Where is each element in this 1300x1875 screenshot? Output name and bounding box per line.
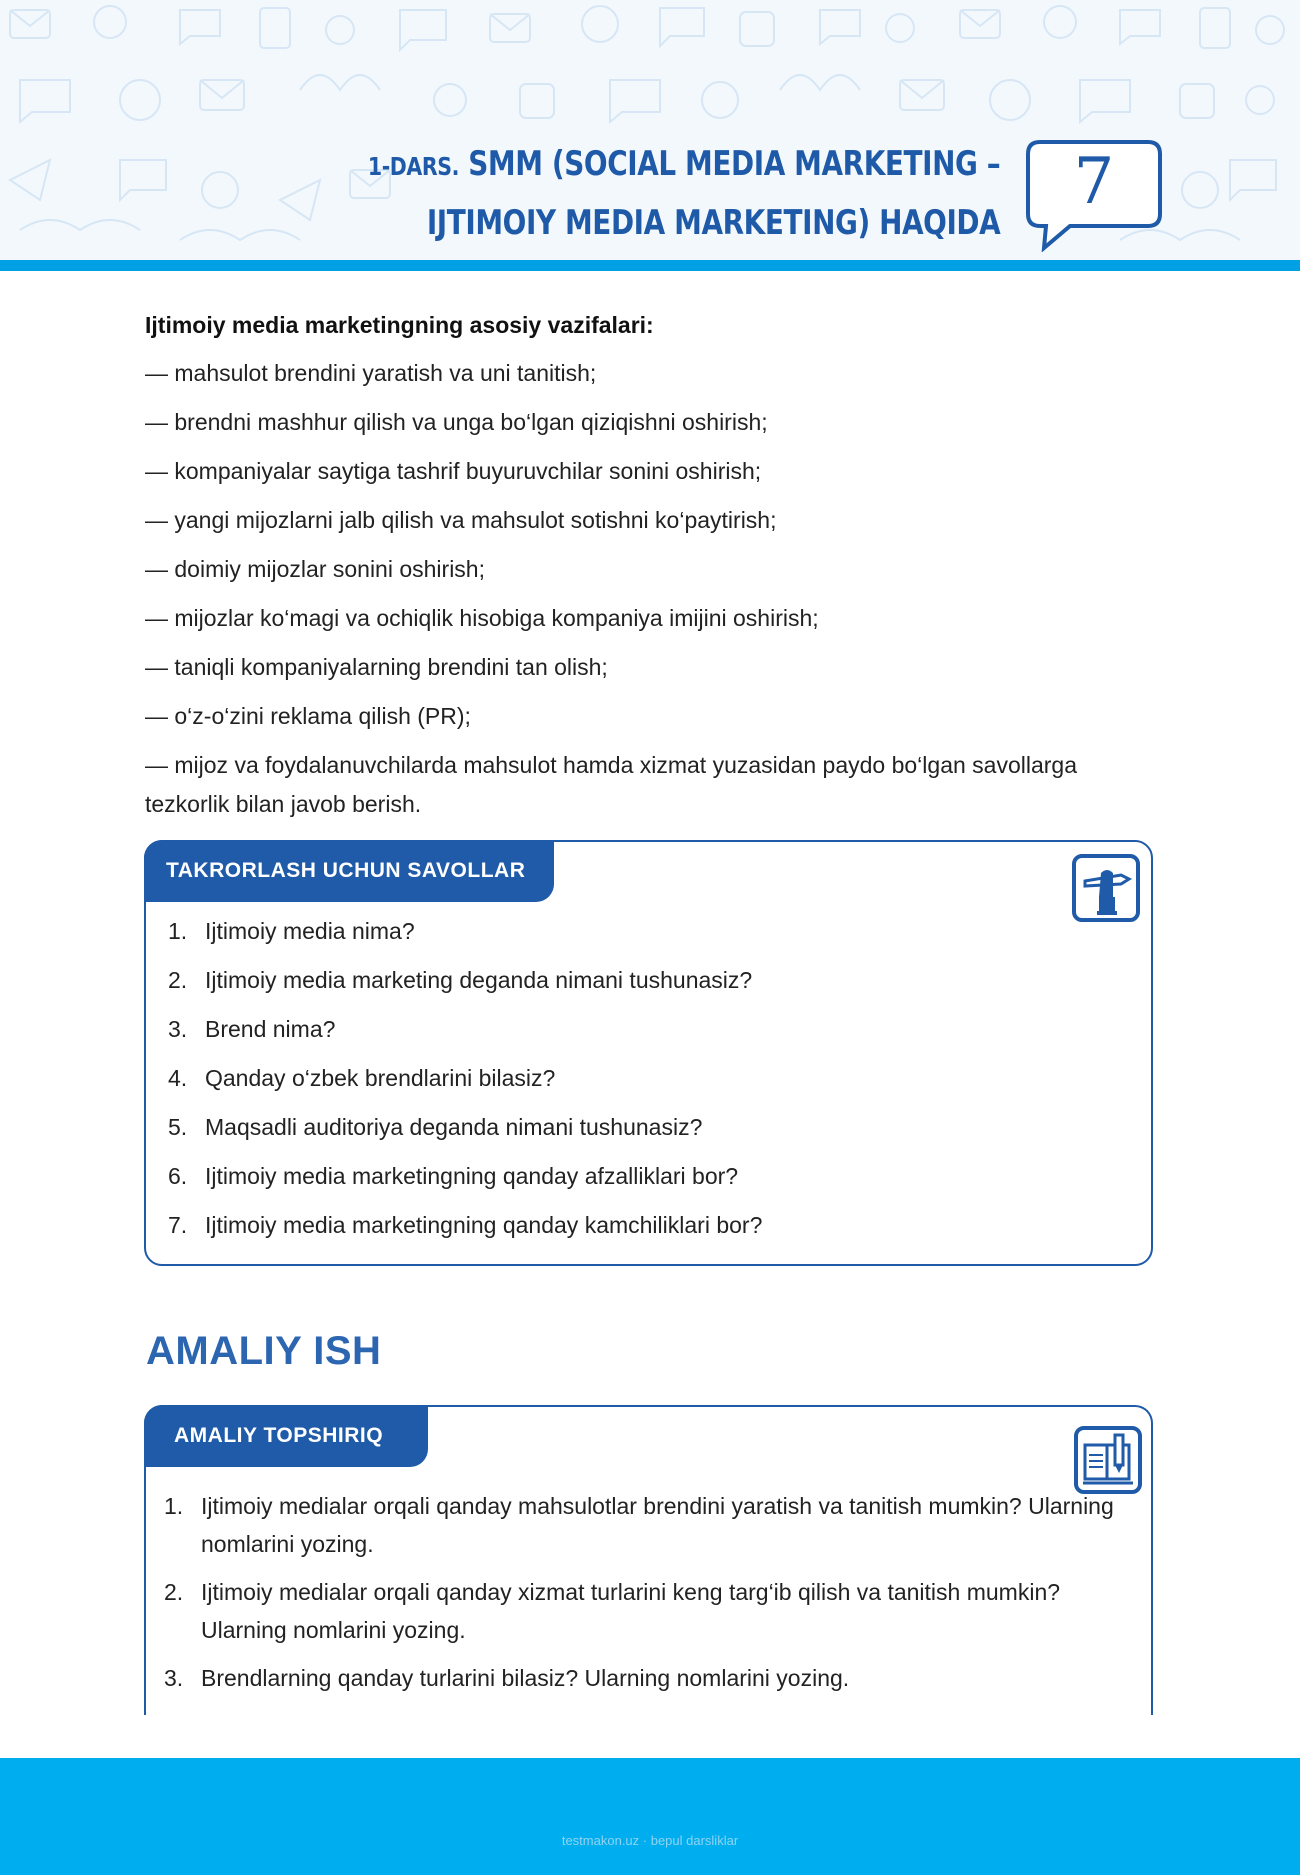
list-item: — mijoz va foydalanuvchilarda mahsulot hamda xizmat yuzasidan paydo bo‘lgan savollarga tezkorlik bilan javob berish. bbox=[145, 752, 1078, 817]
list-item: — yangi mijozlarni jalb qilish va mahsulot sotishni ko‘paytirish; bbox=[145, 507, 777, 533]
item-number: 2. bbox=[164, 1579, 184, 1605]
item-text: Ijtimoiy media marketingning qanday afzalliklari bor? bbox=[205, 1163, 739, 1189]
list-item: — o‘z-o‘zini reklama qilish (PR); bbox=[145, 703, 471, 729]
list-item bbox=[164, 1659, 1124, 1697]
item-number: 3. bbox=[164, 1665, 184, 1691]
lesson-number: 1-DARS. bbox=[367, 152, 459, 181]
list-item bbox=[168, 961, 1128, 1000]
list-item bbox=[164, 1487, 1124, 1563]
item-text: Ijtimoiy medialar orqali qanday mahsulotlar brendini yaratish va tanitish mumkin? Ularning nomlarini yozing. bbox=[201, 1493, 1114, 1557]
list-item: — mahsulot brendini yaratish va uni tanitish; bbox=[145, 360, 597, 386]
item-text: Brendlarning qanday turlarini bilasiz? Ularning nomlarini yozing. bbox=[201, 1665, 850, 1691]
item-text: Ijtimoiy media marketing deganda nimani tushunasiz? bbox=[205, 967, 753, 993]
item-text: Qanday o‘zbek brendlarini bilasiz? bbox=[205, 1065, 556, 1091]
list-item bbox=[168, 1206, 1128, 1245]
list-item: — mijozlar ko‘magi va ochiqlik hisobiga kompaniya imijini oshirish; bbox=[145, 605, 819, 631]
subheading: Ijtimoiy media marketingning asosiy vazifalari: bbox=[145, 312, 654, 338]
item-text: Ijtimoiy media nima? bbox=[205, 918, 415, 944]
page-footer bbox=[0, 1758, 1300, 1875]
list-item bbox=[168, 912, 1128, 951]
item-number: 1. bbox=[168, 918, 188, 944]
review-questions-label: TAKRORLASH UCHUN SAVOLLAR bbox=[144, 840, 554, 902]
page-header bbox=[0, 0, 1300, 260]
page-number: 7 bbox=[1073, 145, 1115, 219]
main-content bbox=[145, 305, 1155, 834]
list-item bbox=[164, 1573, 1124, 1649]
item-number: 6. bbox=[168, 1163, 188, 1189]
list-item bbox=[168, 1157, 1128, 1196]
practical-task-list bbox=[164, 1487, 1124, 1707]
list-item: — brendni mashhur qilish va unga bo‘lgan qiziqishni oshirish; bbox=[145, 409, 768, 435]
lesson-title-line-2: IJTIMOIY MEDIA MARKETING) HAQIDA bbox=[426, 203, 1000, 243]
lesson-title-line-1: SMM (SOCIAL MEDIA MARKETING – bbox=[467, 144, 1000, 184]
item-text: Brend nima? bbox=[205, 1016, 336, 1042]
header-divider bbox=[0, 260, 1300, 271]
list-item: — doimiy mijozlar sonini oshirish; bbox=[145, 556, 485, 582]
book-pencil-icon bbox=[1073, 1425, 1143, 1495]
list-item bbox=[168, 1108, 1128, 1147]
item-number: 5. bbox=[168, 1114, 188, 1140]
item-number: 4. bbox=[168, 1065, 188, 1091]
list-item bbox=[168, 1059, 1128, 1098]
item-number: 7. bbox=[168, 1212, 188, 1238]
list-item: — taniqli kompaniyalarning brendini tan olish; bbox=[145, 654, 608, 680]
item-text: Ijtimoiy medialar orqali qanday xizmat turlarini keng targ‘ib qilish va tanitish mumkin? Ularning nomlarini yozing. bbox=[201, 1579, 1061, 1643]
item-text: Ijtimoiy media marketingning qanday kamchiliklari bor? bbox=[205, 1212, 763, 1238]
item-number: 2. bbox=[168, 967, 188, 993]
review-questions-box bbox=[144, 840, 1153, 1266]
item-text: Maqsadli auditoriya deganda nimani tushunasiz? bbox=[205, 1114, 703, 1140]
lesson-title bbox=[367, 136, 1000, 251]
section-title: AMALIY ISH bbox=[146, 1329, 382, 1373]
list-item bbox=[168, 1010, 1128, 1049]
item-number: 3. bbox=[168, 1016, 188, 1042]
list-item: — kompaniyalar saytiga tashrif buyuruvchilar sonini oshirish; bbox=[145, 458, 762, 484]
review-questions-list bbox=[168, 912, 1128, 1255]
footer-text: testmakon.uz · bepul darsliklar bbox=[561, 1833, 739, 1848]
practical-task-box bbox=[144, 1405, 1153, 1715]
practical-task-label: AMALIY TOPSHIRIQ bbox=[144, 1405, 428, 1467]
item-number: 1. bbox=[164, 1493, 184, 1519]
